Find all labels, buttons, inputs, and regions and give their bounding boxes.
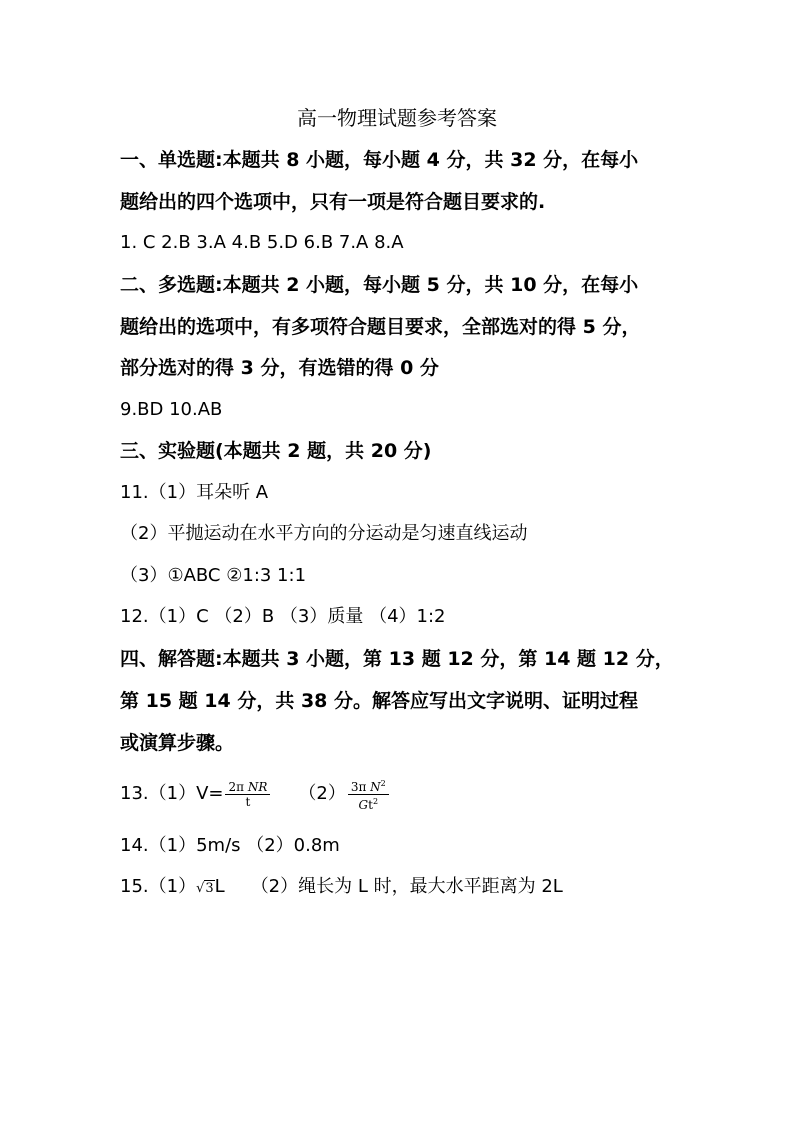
q15-sqrt-radicand: 3: [205, 881, 214, 896]
section2-heading-line3: 部分选对的得 3 分，有选错的得 0 分: [120, 357, 439, 379]
q13-f2-den-a: G: [358, 797, 369, 812]
q13-f2-num-exp: 2: [380, 778, 386, 788]
q13-f2-num-a: 3π: [350, 779, 371, 794]
q13-f1-num-a: 2π: [228, 779, 248, 794]
q13-prefix: 13.（1）V=: [120, 783, 224, 804]
section2-answers: 9.BD 10.AB: [120, 399, 223, 420]
q15-answer: [120, 873, 563, 903]
q13-fraction-1: [225, 780, 270, 809]
q13-f2-den-b: t: [368, 797, 373, 812]
q13-fraction-1-numerator: [225, 780, 270, 795]
q11-part3: （3）①ABC ②1:3 1:1: [120, 565, 307, 586]
q12-answers: 12.（1）C （2）B （3）质量 （4）1:2: [120, 606, 446, 627]
q13-part2: （2）: [298, 783, 346, 804]
q13-fraction-2-numerator: [348, 777, 389, 795]
section2-heading-line1: 二、多选题:本题共 2 小题，每小题 5 分，共 10 分，在每小: [120, 274, 639, 296]
q13-f1-num-b: NR: [247, 779, 268, 794]
section1-heading-line2: 题给出的四个选项中，只有一项是符合题目要求的.: [120, 191, 546, 213]
section4-heading-line3: 或演算步骤。: [120, 732, 235, 754]
section2-heading-line2: 题给出的选项中，有多项符合题目要求，全部选对的得 5 分，: [120, 316, 641, 338]
section3-heading: 三、实验题(本题共 2 题，共 20 分): [120, 440, 432, 462]
q11-part2: （2）平抛运动在水平方向的分运动是匀速直线运动: [120, 523, 528, 544]
q13-answer: [120, 776, 391, 812]
q13-fraction-1-denominator: t: [245, 794, 251, 809]
q11-part1: 11.（1）耳朵听 A: [120, 482, 269, 503]
q13-fraction-2-denominator: [348, 795, 389, 812]
q13-f2-num-b: N: [370, 779, 381, 794]
section1-answers: 1. C 2.B 3.A 4.B 5.D 6.B 7.A 8.A: [120, 232, 404, 253]
section4-heading-line2: 第 15 题 14 分，共 38 分。解答应写出文字说明、证明过程: [120, 690, 639, 712]
q15-prefix: 15.（1）: [120, 876, 197, 897]
sqrt-symbol: √3: [196, 881, 214, 896]
section1-heading-line1: 一、单选题:本题共 8 小题，每小题 4 分，共 32 分，在每小: [120, 149, 639, 171]
q15-part2: （2）绳长为 L 时，最大水平距离为 2L: [250, 876, 563, 897]
q13-fraction-2: [348, 777, 389, 812]
q14-answer: 14.（1）5m/s （2）0.8m: [120, 835, 340, 856]
section4-heading-line1: 四、解答题:本题共 3 小题，第 13 题 12 分，第 14 题 12 分，: [120, 648, 674, 670]
q13-f2-den-exp: 2: [372, 796, 379, 806]
page-title: 高一物理试题参考答案: [297, 106, 497, 130]
q15-after-sqrt: L: [214, 876, 225, 897]
